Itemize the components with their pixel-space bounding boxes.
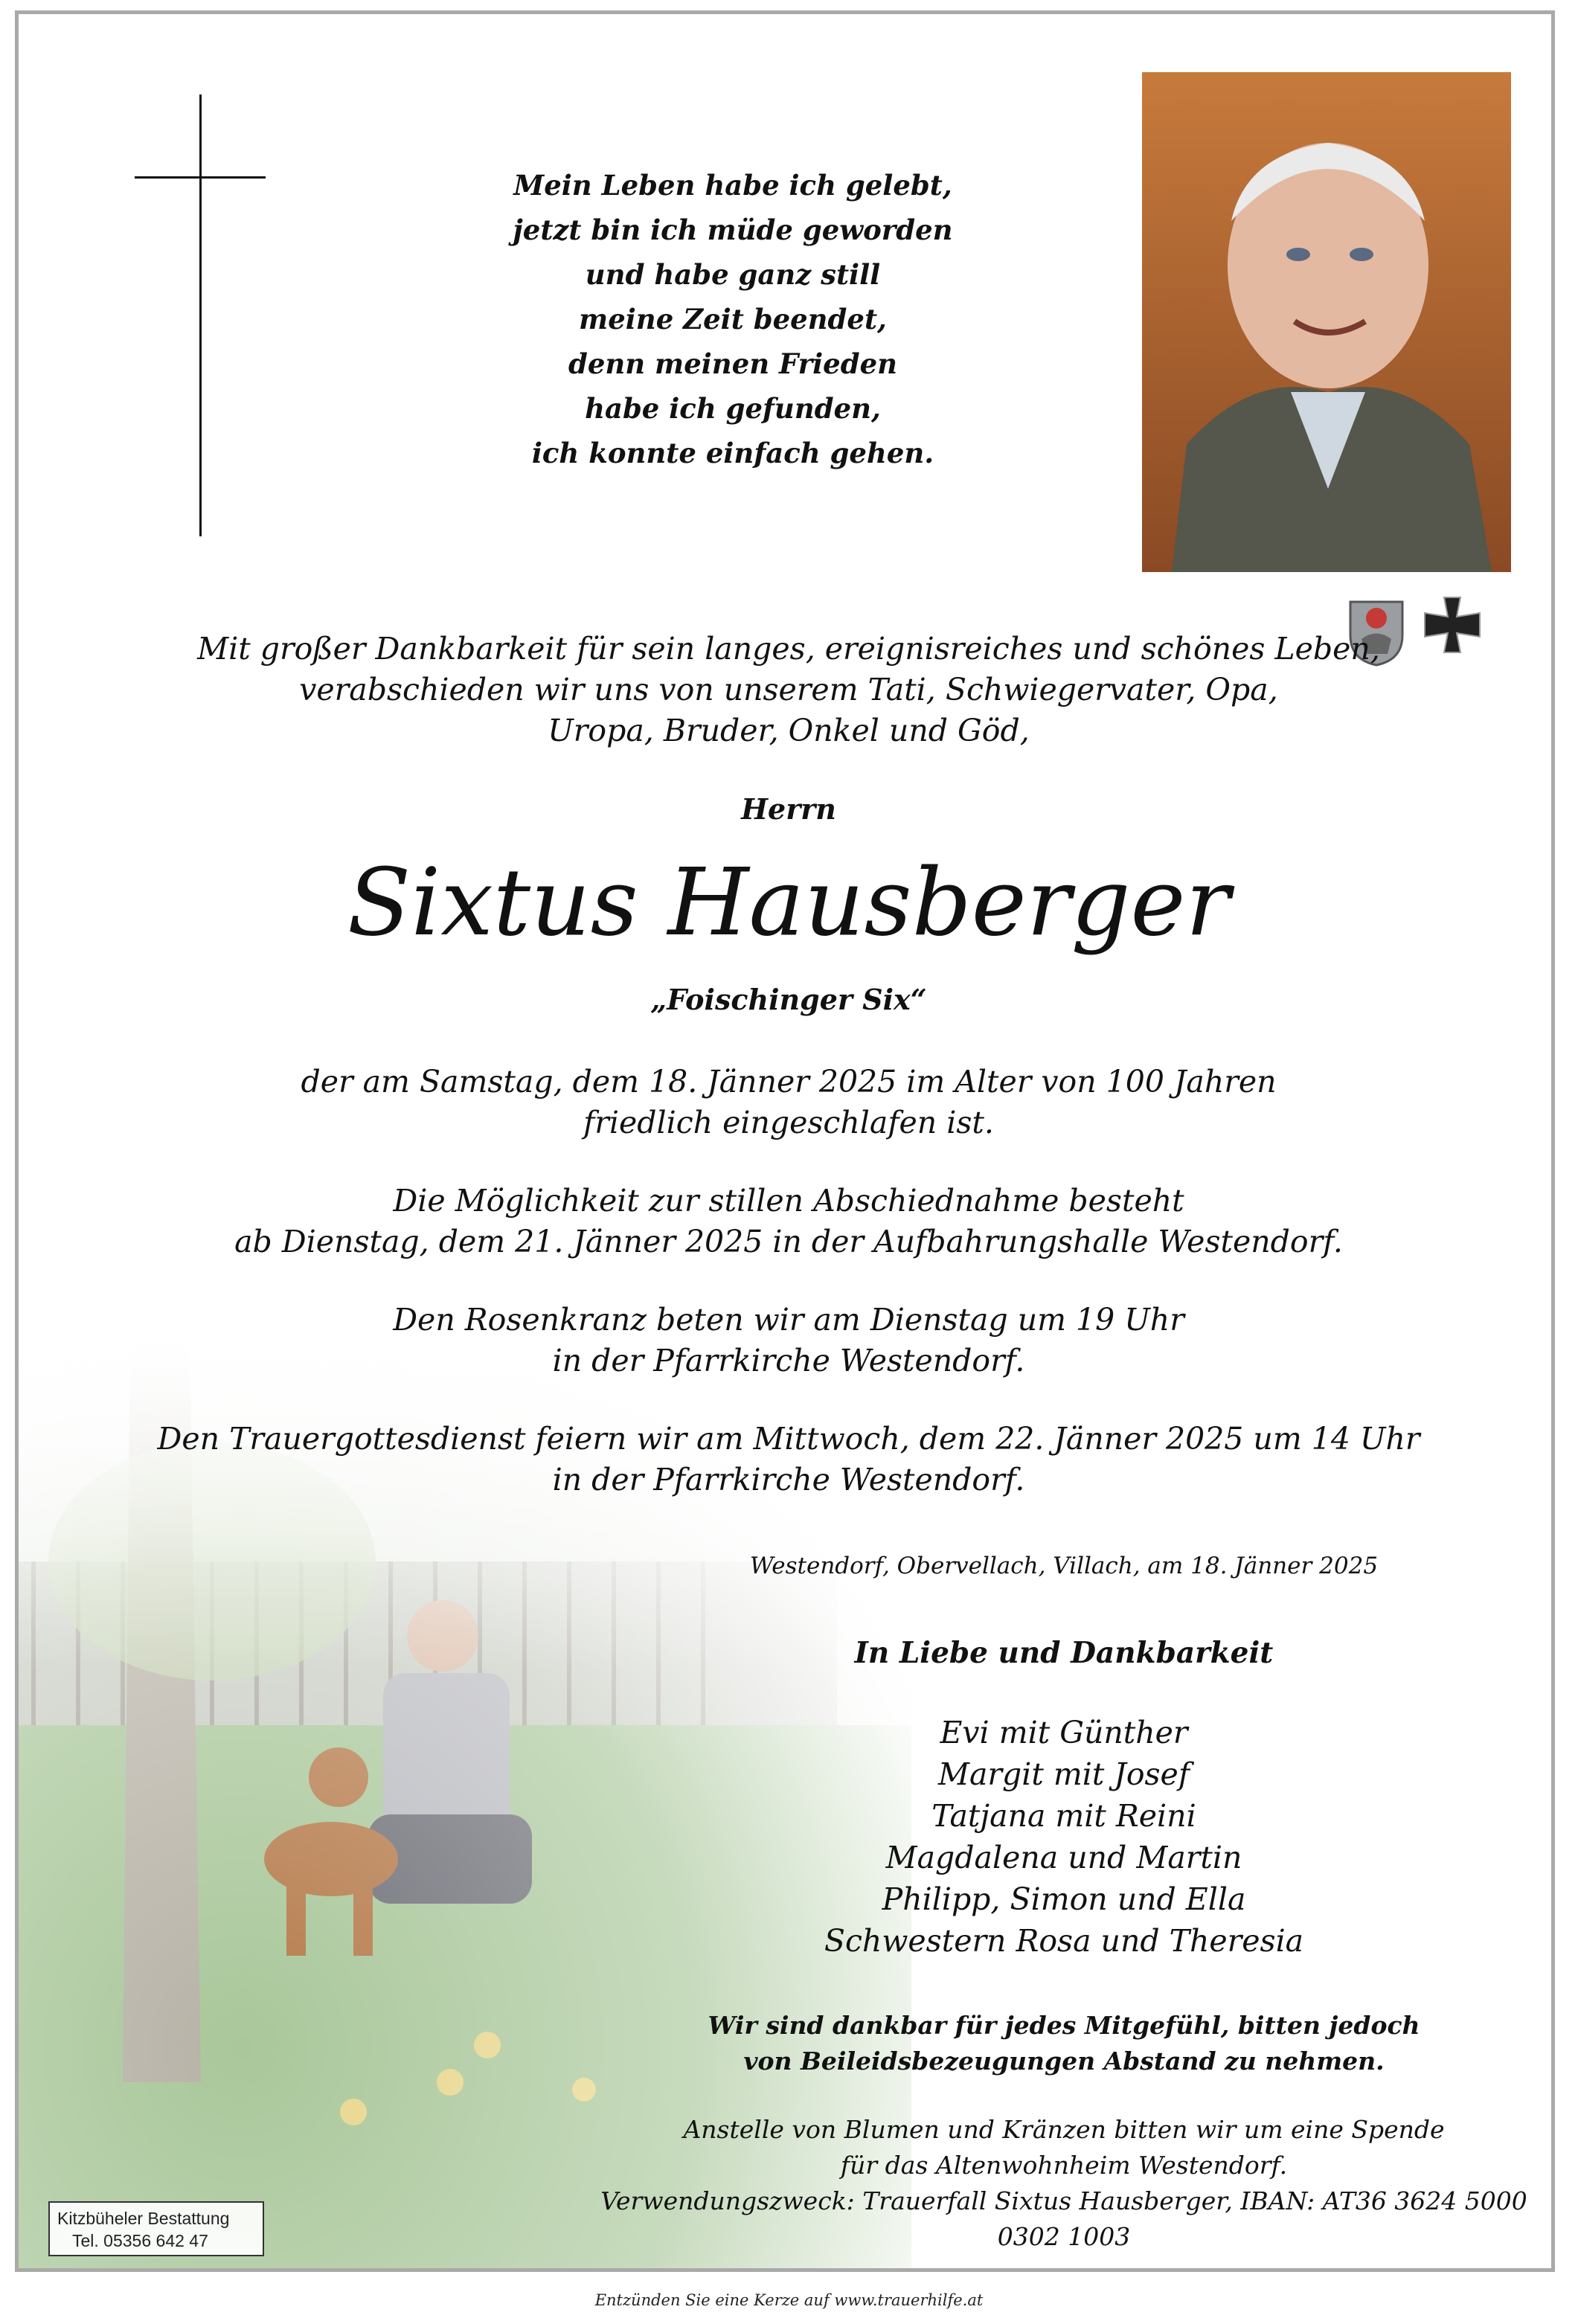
viewing-line: ab Dienstag, dem 21. Jänner 2025 in der Aufbahrungshalle Westendorf.	[234, 1224, 1343, 1259]
poem-line: meine Zeit beendet,	[579, 303, 887, 336]
poem	[435, 163, 1030, 475]
nickname: „Foischinger Six“	[650, 983, 927, 1016]
thanks-line: Wir sind dankbar für jedes Mitgefühl, bitten jedoch	[708, 2011, 1420, 2040]
list-item: Tatjana mit Reini	[931, 1798, 1196, 1834]
service-line: Den Trauergottesdienst feiern wir am Mittwoch, dem 22. Jänner 2025 um 14 Uhr	[157, 1421, 1420, 1457]
poem-line: Mein Leben habe ich gelebt,	[513, 169, 952, 202]
poem-line: denn meinen Frieden	[568, 347, 898, 380]
donation-line: Anstelle von Blumen und Kränzen bitten wir um eine Spende	[683, 2115, 1445, 2144]
viewing-line: Die Möglichkeit zur stillen Abschiednahme besteht	[393, 1183, 1184, 1219]
cross-icon	[199, 94, 202, 536]
list-item: Magdalena und Martin	[885, 1840, 1242, 1875]
poem-line: ich konnte einfach gehen.	[531, 437, 934, 469]
service-text	[130, 1419, 1447, 1500]
rosary-line: in der Pfarrkirche Westendorf.	[552, 1343, 1025, 1378]
rosary-text	[130, 1300, 1447, 1381]
thanks-line: von Beileidsbezeugungen Abstand zu nehmen.	[743, 2047, 1385, 2076]
undertaker-phone: Tel. 05356 642 47	[72, 2231, 208, 2250]
portrait-photo	[1142, 72, 1511, 572]
place-date: Westendorf, Obervellach, Villach, am 18. Jänner 2025	[749, 1553, 1379, 1579]
intro-line: Uropa, Bruder, Onkel und Göd,	[548, 713, 1030, 748]
intro-line: verabschieden wir uns von unserem Tati, Schwiegervater, Opa,	[299, 672, 1278, 707]
passing-text	[130, 1062, 1447, 1143]
mourners-list	[584, 1712, 1544, 1962]
footer-link[interactable]: Entzünden Sie eine Kerze auf www.trauerhilfe.at	[594, 2291, 984, 2309]
undertaker-logo	[48, 2201, 264, 2256]
donation-line: Verwendungszweck: Trauerfall Sixtus Hausberger, IBAN: AT36 3624 5000 0302 1003	[600, 2186, 1527, 2251]
poem-line: habe ich gefunden,	[585, 392, 881, 425]
list-item: Margit mit Josef	[938, 1756, 1190, 1792]
passing-line: friedlich eingeschlafen ist.	[583, 1105, 994, 1140]
rosary-line: Den Rosenkranz beten wir am Dienstag um 19 Uhr	[393, 1302, 1184, 1338]
cross-icon-bar	[135, 176, 266, 179]
salutation: Herrn	[741, 792, 836, 826]
passing-line: der am Samstag, dem 18. Jänner 2025 im Alter von 100 Jahren	[301, 1064, 1277, 1100]
donation-line: für das Altenwohnheim Westendorf.	[840, 2151, 1288, 2180]
undertaker-name: Kitzbüheler Bestattung	[57, 2209, 230, 2228]
list-item: Schwestern Rosa und Theresia	[824, 1923, 1304, 1959]
viewing-text	[130, 1181, 1447, 1262]
poem-line: und habe ganz still	[585, 258, 881, 291]
intro-line: Mit großer Dankbarkeit für sein langes, ereignisreiches und schönes Leben,	[197, 631, 1380, 667]
list-item: Philipp, Simon und Ella	[882, 1881, 1246, 1917]
donation-text	[584, 2112, 1544, 2255]
obituary-frame	[15, 10, 1555, 2272]
in-love-heading: In Liebe und Dankbarkeit	[854, 1636, 1274, 1670]
intro-text	[130, 629, 1447, 751]
deceased-name: Sixtus Hausberger	[347, 849, 1231, 957]
service-line: in der Pfarrkirche Westendorf.	[552, 1462, 1025, 1498]
list-item: Evi mit Günther	[940, 1715, 1188, 1750]
thanks-text	[584, 2008, 1544, 2079]
poem-line: jetzt bin ich müde geworden	[513, 214, 953, 246]
